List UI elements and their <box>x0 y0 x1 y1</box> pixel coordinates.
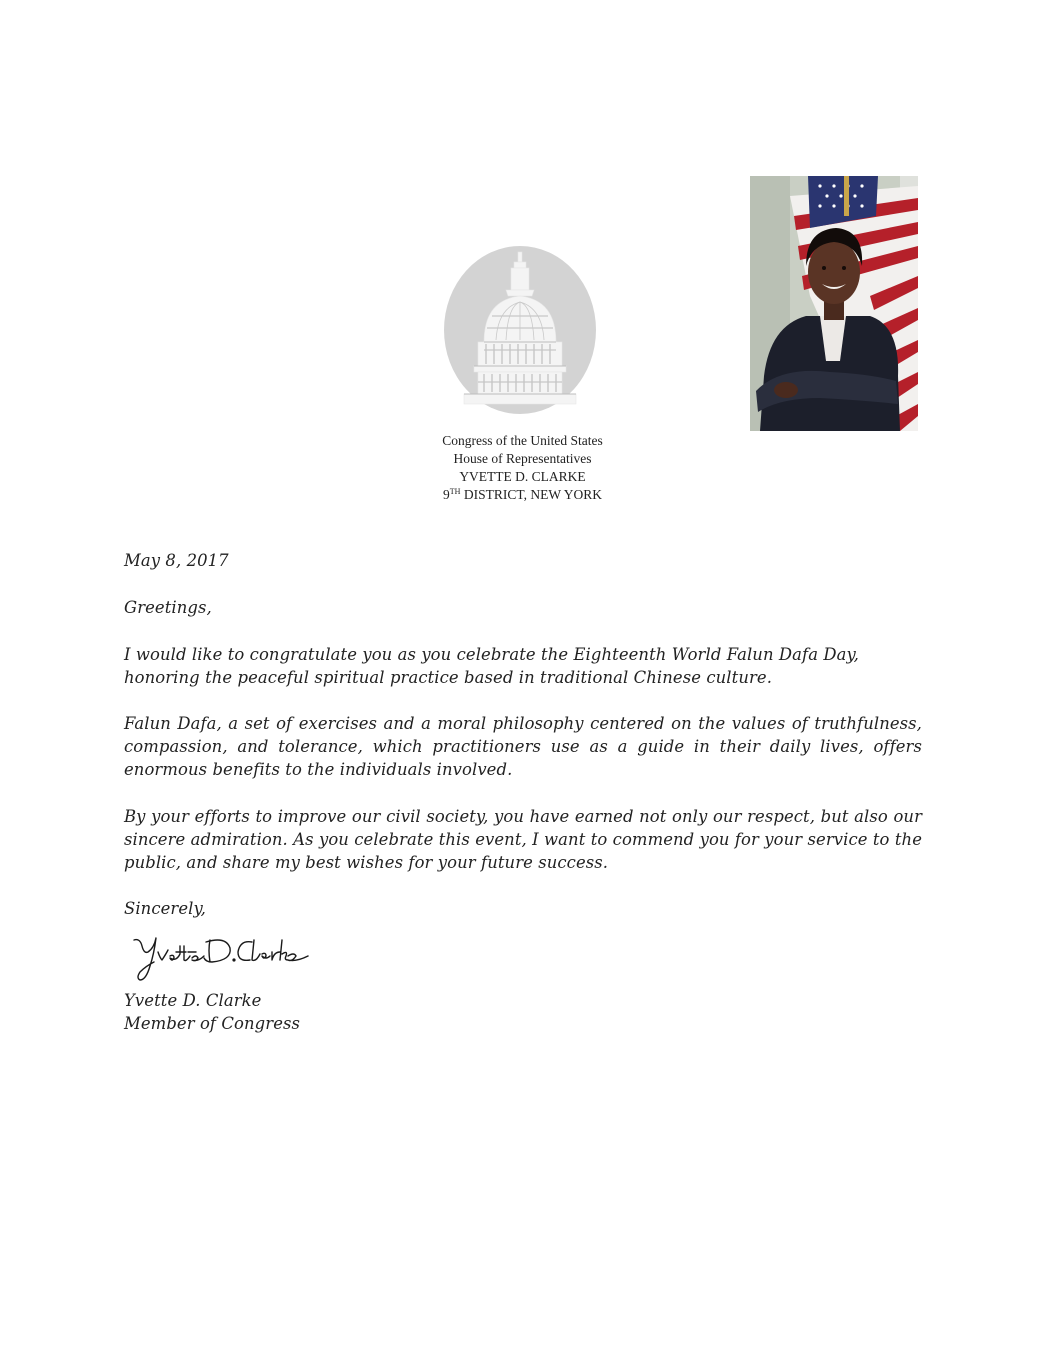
letter-closing: Sincerely, <box>124 899 206 918</box>
district-suffix: TH <box>449 487 461 496</box>
letter-paragraph-3: By your efforts to improve our civil society, you have earned not only our respect, but also our sincere admiration. As you celebrate this event, I want to commend you for your service to the public, and share my best wishes for your future success. <box>124 807 922 873</box>
letter-date: May 8, 2017 <box>124 551 229 570</box>
portrait-with-flag-icon <box>750 176 918 431</box>
letterhead-congress: Congress of the United States <box>442 433 603 448</box>
letterhead-district <box>380 486 665 504</box>
handwritten-signature-icon <box>126 930 312 986</box>
district-rest: DISTRICT, NEW YORK <box>460 487 602 502</box>
signer-title: Member of Congress <box>124 1014 301 1033</box>
letter-greeting: Greetings, <box>124 598 212 617</box>
letter-paragraph-1: I would like to congratulate you as you celebrate the Eighteenth World Falun Dafa Day, honoring the peaceful spiritual practice based in traditional Chinese culture. <box>124 645 859 688</box>
signer-name: Yvette D. Clarke <box>124 991 262 1010</box>
letterhead-member-name: YVETTE D. CLARKE <box>459 469 586 484</box>
letterhead <box>380 432 665 504</box>
district-number: 9 <box>443 487 450 502</box>
letter-paragraph-2: Falun Dafa, a set of exercises and a moral philosophy centered on the values of truthfulness, compassion, and tolerance, which practitioners use as a guide in their daily lives, offers enormous benefits to the individuals involved. <box>124 714 922 780</box>
capitol-dome-seal-icon <box>444 246 596 414</box>
letterhead-house: House of Representatives <box>453 451 592 466</box>
